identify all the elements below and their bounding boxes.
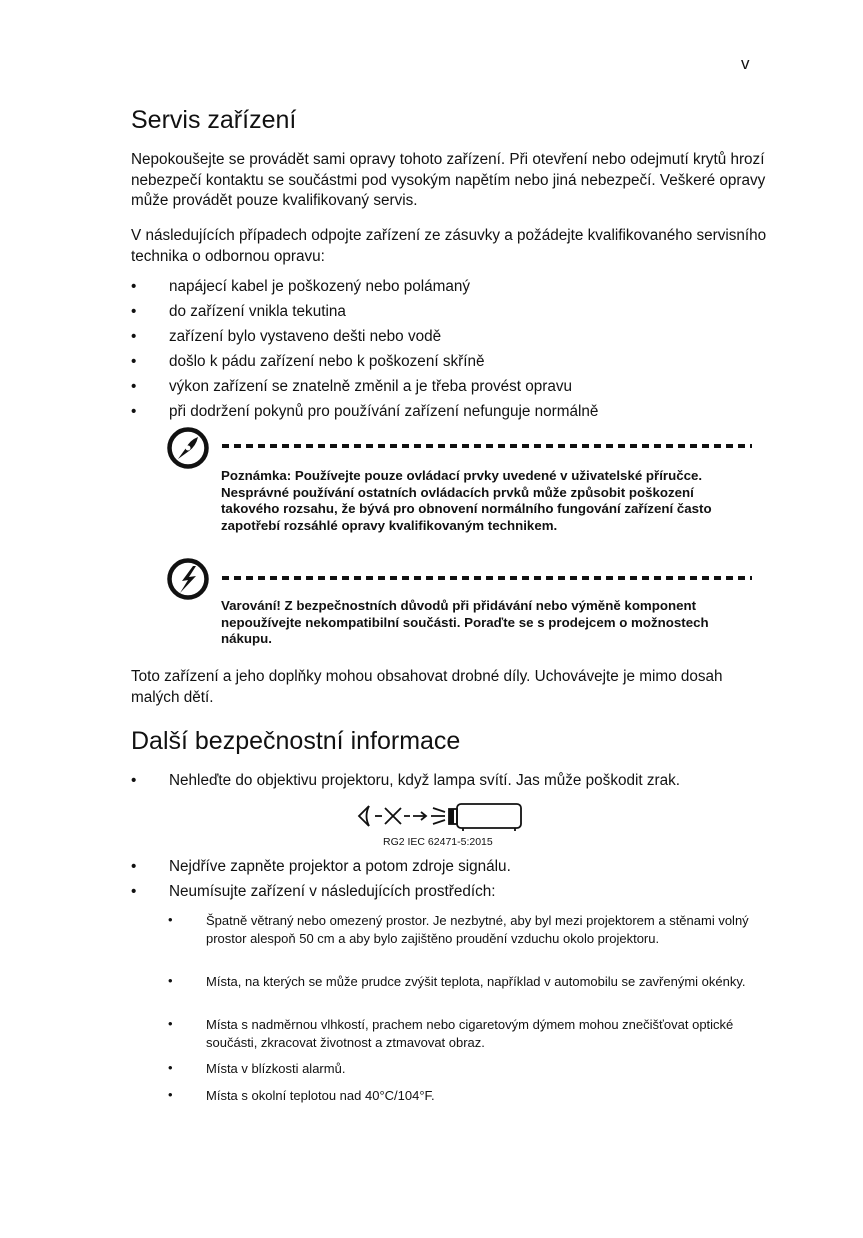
bullet: • xyxy=(131,353,137,370)
divider xyxy=(222,576,752,580)
bullet: • xyxy=(131,403,137,420)
list-item-text: zařízení bylo vystaveno dešti nebo vodě xyxy=(169,328,442,345)
list-item-text: došlo k pádu zařízení nebo k poškození skříně xyxy=(169,353,485,370)
note-pen-icon xyxy=(166,426,210,470)
list-item-text: Místa s nadměrnou vlhkostí, prachem nebo cigaretovým dýmem mohou znečišťovat optické součásti, zkracovat životnost a ztmavovat obraz. xyxy=(206,1017,734,1050)
list-item-text: výkon zařízení se znatelně změnil a je třeba provést opravu xyxy=(169,378,573,395)
bullet: • xyxy=(168,1016,173,1031)
bullet: • xyxy=(131,278,137,295)
bullet: • xyxy=(168,912,173,927)
note-text: Poznámka: Používejte pouze ovládací prvky uvedené v uživatelské příručce. Nesprávné používání ostatních ovládacích prvků může způsobit poškození takového rozsahu, že bývá pro obnovení normálního fungování zařízení často zapotřebí rozsáhlé opravy kvalifikovaným technikem. xyxy=(221,468,712,533)
paragraph: Toto zařízení a jeho doplňky mohou obsahovat drobné díly. Uchovávejte je mimo dosah malých dětí. xyxy=(131,668,723,706)
paragraph: V následujících případech odpojte zařízení ze zásuvky a požádejte kvalifikovaného servisního technika o odbornou opravu: xyxy=(131,227,767,265)
page-number: v xyxy=(741,54,750,73)
list-item-text: Místa s okolní teplotou nad 40°C/104°F. xyxy=(206,1088,435,1103)
list-item-text: Neumísujte zařízení v následujících prostředích: xyxy=(169,883,496,900)
bullet: • xyxy=(168,1087,173,1102)
list-item-text: do zařízení vnikla tekutina xyxy=(169,303,346,320)
projector-eye-warning-icon xyxy=(355,798,527,834)
paragraph: Nepokoušejte se provádět sami opravy tohoto zařízení. Při otevření nebo odejmutí krytů hrozí nebezpečí kontaktu se součástmi pod vysokým napětím nebo jiná nebezpečí. Veškeré opravy může provádět pouze kvalifikovaný servis. xyxy=(131,151,766,209)
section-title-servis: Servis zařízení xyxy=(131,106,297,134)
list-item-text: napájecí kabel je poškozený nebo polámaný xyxy=(169,278,471,295)
list-item-text: Místa v blízkosti alarmů. xyxy=(206,1061,346,1076)
warning-text: Varování! Z bezpečnostních důvodů při přidávání nebo výměně komponent nepoužívejte nekompatibilní součásti. Poraďte se s prodejcem o možnostech nákupu. xyxy=(221,598,709,646)
list-item-text: Nehleďte do objektivu projektoru, když lampa svítí. Jas může poškodit zrak. xyxy=(169,772,681,789)
bullet: • xyxy=(131,883,137,900)
figure-caption: RG2 IEC 62471-5:2015 xyxy=(383,836,493,848)
bullet: • xyxy=(131,328,137,345)
warning-lightning-icon xyxy=(166,557,210,601)
bullet: • xyxy=(168,973,173,988)
bullet: • xyxy=(131,772,137,789)
section-title-safety: Další bezpečnostní informace xyxy=(131,727,461,755)
bullet: • xyxy=(168,1060,173,1075)
list-item-text: Místa, na kterých se může prudce zvýšit teplota, například v automobilu se zavřenými okénky. xyxy=(206,974,746,989)
divider xyxy=(222,444,752,448)
list-item-text: Špatně větraný nebo omezený prostor. Je nezbytné, aby byl mezi projektorem a stěnami volný prostor alespoň 50 cm a aby bylo zajištěno proudění vzduchu okolo projektoru. xyxy=(206,913,749,946)
bullet: • xyxy=(131,858,137,875)
list-item-text: při dodržení pokynů pro používání zařízení nefunguje normálně xyxy=(169,403,599,420)
bullet: • xyxy=(131,378,137,395)
list-item-text: Nejdříve zapněte projektor a potom zdroje signálu. xyxy=(169,858,511,875)
bullet: • xyxy=(131,303,137,320)
